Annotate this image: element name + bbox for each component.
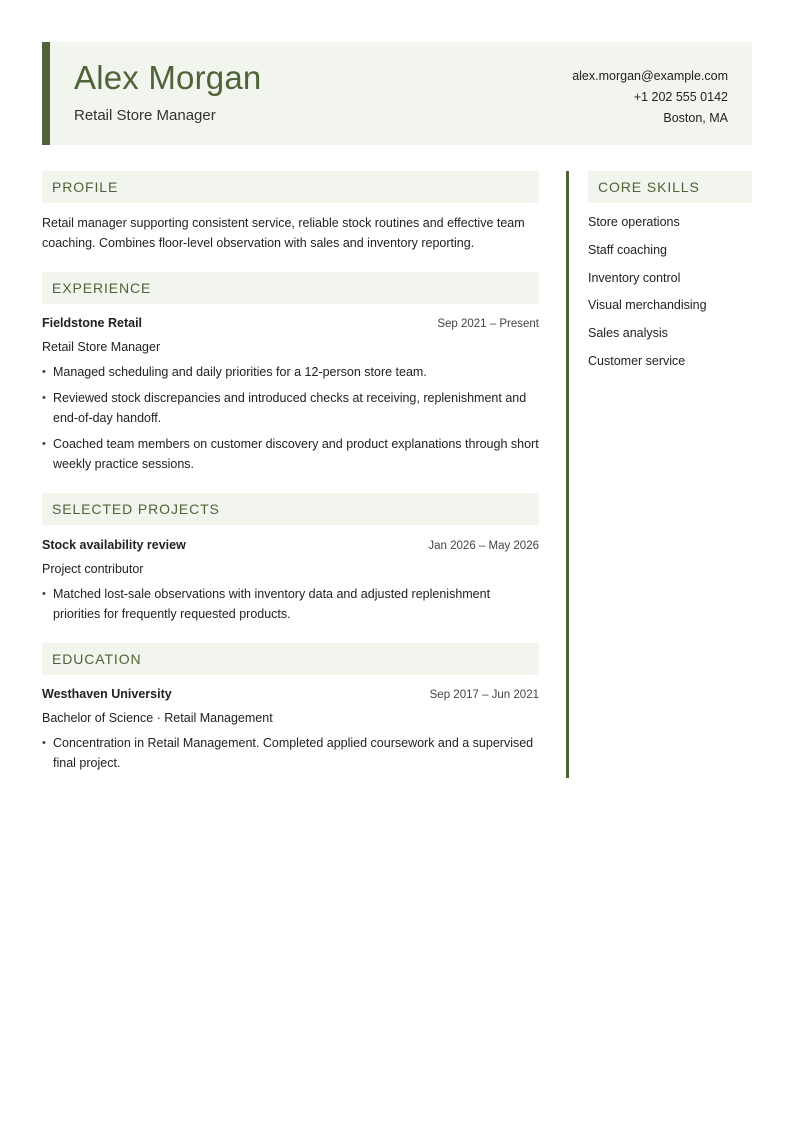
- company-name: Fieldstone Retail: [42, 316, 143, 330]
- education-entry: [42, 687, 539, 773]
- project-name: Stock availability review: [42, 538, 186, 552]
- skill-item: Sales analysis: [588, 326, 668, 341]
- profile-heading: PROFILE: [42, 171, 539, 203]
- candidate-role: Retail Store Manager: [74, 107, 216, 124]
- school-name: Westhaven University: [42, 687, 172, 701]
- list-item: • Reviewed stock discrepancies and introduced checks at receiving, replenishment and end-of-day handoff.: [42, 388, 539, 428]
- job-title: Retail Store Manager: [42, 340, 161, 354]
- phone-number: +1 202 555 0142: [633, 90, 728, 104]
- candidate-name: Alex Morgan: [74, 59, 262, 96]
- list-item: • Coached team members on customer discovery and product explanations through short weekly practice sessions.: [42, 434, 539, 474]
- education-dates: Sep 2017 – Jun 2021: [429, 689, 539, 701]
- main-column: [42, 171, 539, 779]
- experience-entry: [42, 316, 539, 474]
- list-item: • Matched lost-sale observations with inventory data and adjusted replenishment priorities for frequently requested products.: [42, 584, 539, 624]
- skill-item: Store operations: [588, 215, 680, 229]
- profile-text: Retail manager supporting consistent service, reliable stock routines and effective team coaching. Combines floor-level observation with sales and inventory reporting.: [42, 216, 525, 250]
- project-bullets: [42, 584, 539, 624]
- skills-list: [588, 213, 752, 370]
- degree: Bachelor of Science · Retail Management: [42, 711, 273, 725]
- project-entry: [42, 538, 539, 624]
- contact-info: [572, 66, 728, 129]
- email-link[interactable]: alex.morgan@example.com: [572, 69, 728, 83]
- experience-bullets: [42, 362, 539, 474]
- list-item: • Managed scheduling and daily priorities for a 12-person store team.: [42, 362, 539, 382]
- education-heading: EDUCATION: [42, 643, 539, 675]
- experience-dates: Sep 2021 – Present: [437, 318, 539, 330]
- skills-heading: CORE SKILLS: [588, 171, 752, 203]
- project-dates: Jan 2026 – May 2026: [428, 540, 539, 552]
- location: Boston, MA: [663, 111, 728, 125]
- skill-item: Customer service: [588, 353, 686, 368]
- skill-item: Visual merchandising: [588, 298, 707, 313]
- resume-header: [42, 42, 752, 145]
- list-item: • Concentration in Retail Management. Completed applied coursework and a supervised final project.: [42, 733, 539, 773]
- sidebar: [566, 171, 752, 778]
- experience-heading: EXPERIENCE: [42, 272, 539, 304]
- education-bullets: [42, 733, 539, 773]
- project-role: Project contributor: [42, 562, 144, 576]
- skill-item: Staff coaching: [588, 242, 667, 257]
- projects-heading: SELECTED PROJECTS: [42, 493, 539, 525]
- skill-item: Inventory control: [588, 270, 681, 285]
